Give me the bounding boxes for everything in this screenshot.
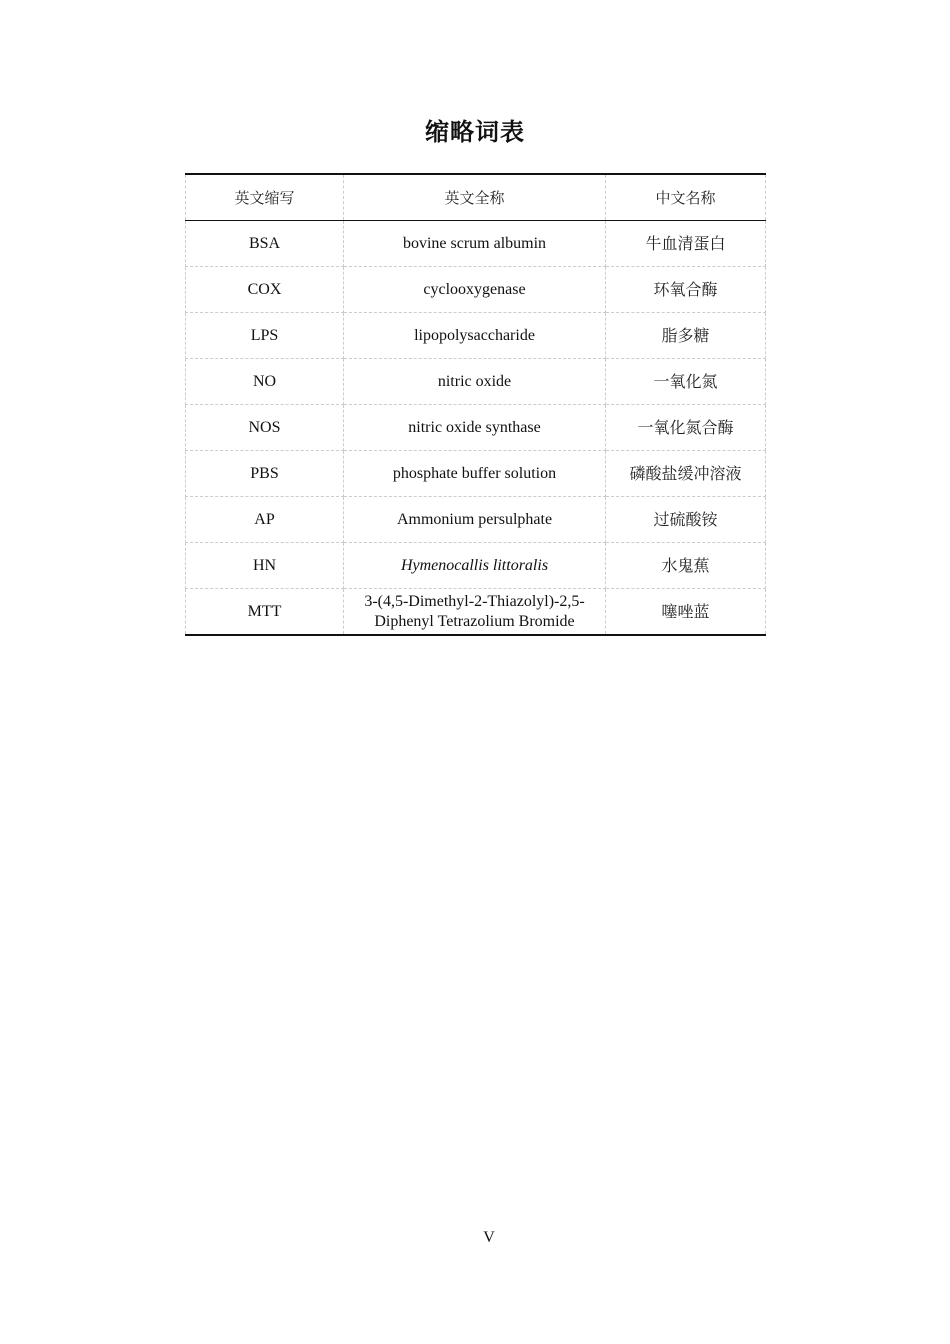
header-chinese-name: 中文名称 [606,174,766,221]
abbreviation-cell: BSA [186,221,344,267]
table-row [186,359,766,405]
table-row [186,405,766,451]
chinese-name-cell: 噻唑蓝 [606,589,766,636]
full-name-cell: phosphate buffer solution [344,451,606,497]
full-name-cell: nitric oxide [344,359,606,405]
full-name-line: 3-(4,5-Dimethyl-2-Thiazolyl)-2,5- [364,592,585,610]
abbreviation-cell: COX [186,267,344,313]
chinese-name-cell: 水鬼蕉 [606,543,766,589]
table-row [186,267,766,313]
abbreviation-cell: MTT [186,589,344,636]
abbreviation-cell: HN [186,543,344,589]
full-name-cell: Hymenocallis littoralis [344,543,606,589]
abbreviation-cell: NOS [186,405,344,451]
abbreviation-cell: PBS [186,451,344,497]
full-name-cell [344,589,606,636]
full-name-cell: Ammonium persulphate [344,497,606,543]
header-abbreviation: 英文缩写 [186,174,344,221]
table-row [186,589,766,636]
full-name-cell: bovine scrum albumin [344,221,606,267]
header-full-name: 英文全称 [344,174,606,221]
table-row [186,451,766,497]
chinese-name-cell: 环氧合酶 [606,267,766,313]
full-name-cell: nitric oxide synthase [344,405,606,451]
table-row [186,543,766,589]
chinese-name-cell: 磷酸盐缓冲溶液 [606,451,766,497]
table-row [186,497,766,543]
full-name-line: Diphenyl Tetrazolium Bromide [374,612,575,630]
full-name-cell: cyclooxygenase [344,267,606,313]
table-header-row [186,174,766,221]
abbreviation-table [185,173,766,636]
page-number: V [483,1229,495,1246]
abbreviation-cell: LPS [186,313,344,359]
abbreviation-cell: AP [186,497,344,543]
chinese-name-cell: 一氧化氮 [606,359,766,405]
page-title: 缩略词表 [425,118,525,146]
abbreviation-cell: NO [186,359,344,405]
table-row [186,221,766,267]
chinese-name-cell: 牛血清蛋白 [606,221,766,267]
chinese-name-cell: 过硫酸铵 [606,497,766,543]
table-row [186,313,766,359]
chinese-name-cell: 一氧化氮合酶 [606,405,766,451]
chinese-name-cell: 脂多糖 [606,313,766,359]
full-name-cell: lipopolysaccharide [344,313,606,359]
